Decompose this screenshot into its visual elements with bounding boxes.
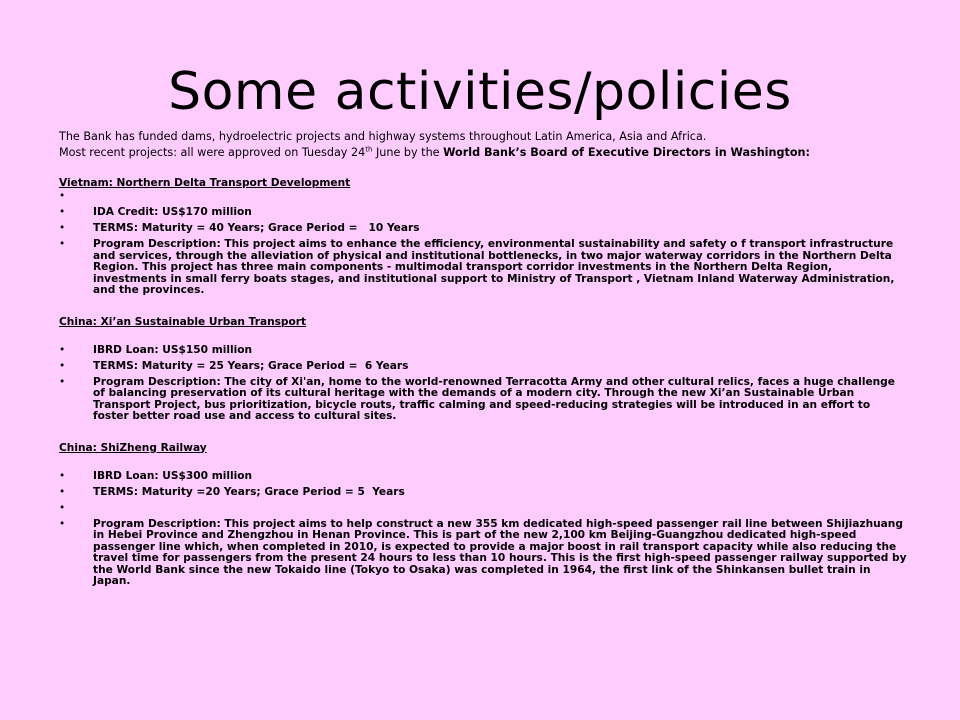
list-item: [59, 487, 909, 499]
section-heading-shizheng: China: ShiZheng Railway: [59, 441, 207, 454]
list-item-text: IBRD Loan: US$150 million: [93, 343, 253, 356]
list-item-text: TERMS: Maturity = 25 Years; Grace Period = 6 Years: [93, 359, 409, 372]
list-item-text: TERMS: Maturity = 40 Years; Grace Period = 10 Years: [93, 222, 420, 234]
list-item-text: Program Description: The city of Xi'an, home to the world-renowned Terracotta Army and other cultural relics, faces a huge challenge of balancing preservation of its cultural heritage with the demands of a modern city. Through the new Xi’an Sustainable Urban Transport Project, bus prioritization, bicycle routs, traffic calming and speed-reducing strategies will be introduced in an effort to foster better road use and access to cultural sites.: [93, 375, 895, 422]
intro-line-2-start: Most recent projects: all were approved on Tuesday 24: [59, 146, 366, 159]
list-item: [59, 223, 909, 235]
intro-text: [59, 129, 919, 161]
bullet-icon: •: [59, 517, 66, 530]
bullet-icon: •: [59, 485, 66, 498]
bullet-icon: •: [59, 190, 66, 202]
intro-line-1: The Bank has funded dams, hydroelectric projects and highway systems throughout Latin America, Asia and Africa.: [59, 130, 707, 143]
list-item: [59, 503, 909, 515]
bullet-icon: •: [59, 222, 66, 234]
bullet-icon: •: [59, 359, 66, 372]
intro-line-2: [59, 145, 919, 161]
section-heading-xian: China: Xi’an Sustainable Urban Transport: [59, 315, 307, 328]
list-item: [59, 207, 909, 219]
list-item: [59, 239, 909, 297]
list-item: [59, 377, 909, 423]
section-heading-vietnam: Vietnam: Northern Delta Transport Development: [59, 177, 351, 189]
bullet-icon: •: [59, 343, 66, 356]
project-list: [59, 176, 909, 592]
section-items-shizheng: [59, 471, 909, 588]
list-item: [59, 191, 909, 203]
slide-title: Some activities/policies: [168, 62, 792, 122]
date-ordinal-suffix: th: [365, 145, 373, 154]
list-item-text: Program Description: This project aims to help construct a new 355 km dedicated high-speed passenger rail line between Shijiazhuang in Hebei Province and Zhengzhou in Henan Province. This is part of the new 2,100 km Beijing-Guangzhou dedicated high-speed passenger line which, when completed in 2010, is expected to provide a major boost in rail transport capacity while also reducing the travel time for passengers from the present 24 hours to less than 10 hours. This is the first high-speed passenger railway supported by the World Bank since the new Tokaido line (Tokyo to Osaka) was completed in 1964, the first link of the Shinkansen bullet train in Japan.: [93, 517, 907, 587]
bullet-icon: •: [59, 375, 66, 388]
bullet-icon: •: [59, 206, 66, 218]
list-item: [59, 345, 909, 357]
section-items-vietnam: [59, 191, 909, 297]
list-item-text: Program Description: This project aims to enhance the efficiency, environmental sustainability and safety o f transport infrastructure and services, through the alleviation of physical and institutional bottlenecks, in two major waterway corridors in the Northern Delta Region. This project has three main components - multimodal transport corridor investments in the Northern Delta Region, investments in small ferry boats stages, and institutional support to Ministry of Transport , Vietnam Inland Waterway Administration, and the provinces.: [93, 238, 895, 296]
section-items-xian: [59, 345, 909, 423]
list-item: [59, 471, 909, 483]
bullet-icon: •: [59, 238, 66, 250]
bullet-icon: •: [59, 501, 66, 514]
list-item-text: IBRD Loan: US$300 million: [93, 469, 253, 482]
list-item: [59, 519, 909, 588]
bullet-icon: •: [59, 469, 66, 482]
intro-line-2-board: World Bank’s Board of Executive Directors in Washington:: [443, 146, 810, 159]
list-item-text: TERMS: Maturity =20 Years; Grace Period = 5 Years: [93, 485, 405, 498]
list-item-text: IDA Credit: US$170 million: [93, 206, 252, 218]
intro-line-2-middle: June by the: [372, 146, 444, 159]
list-item: [59, 361, 909, 373]
